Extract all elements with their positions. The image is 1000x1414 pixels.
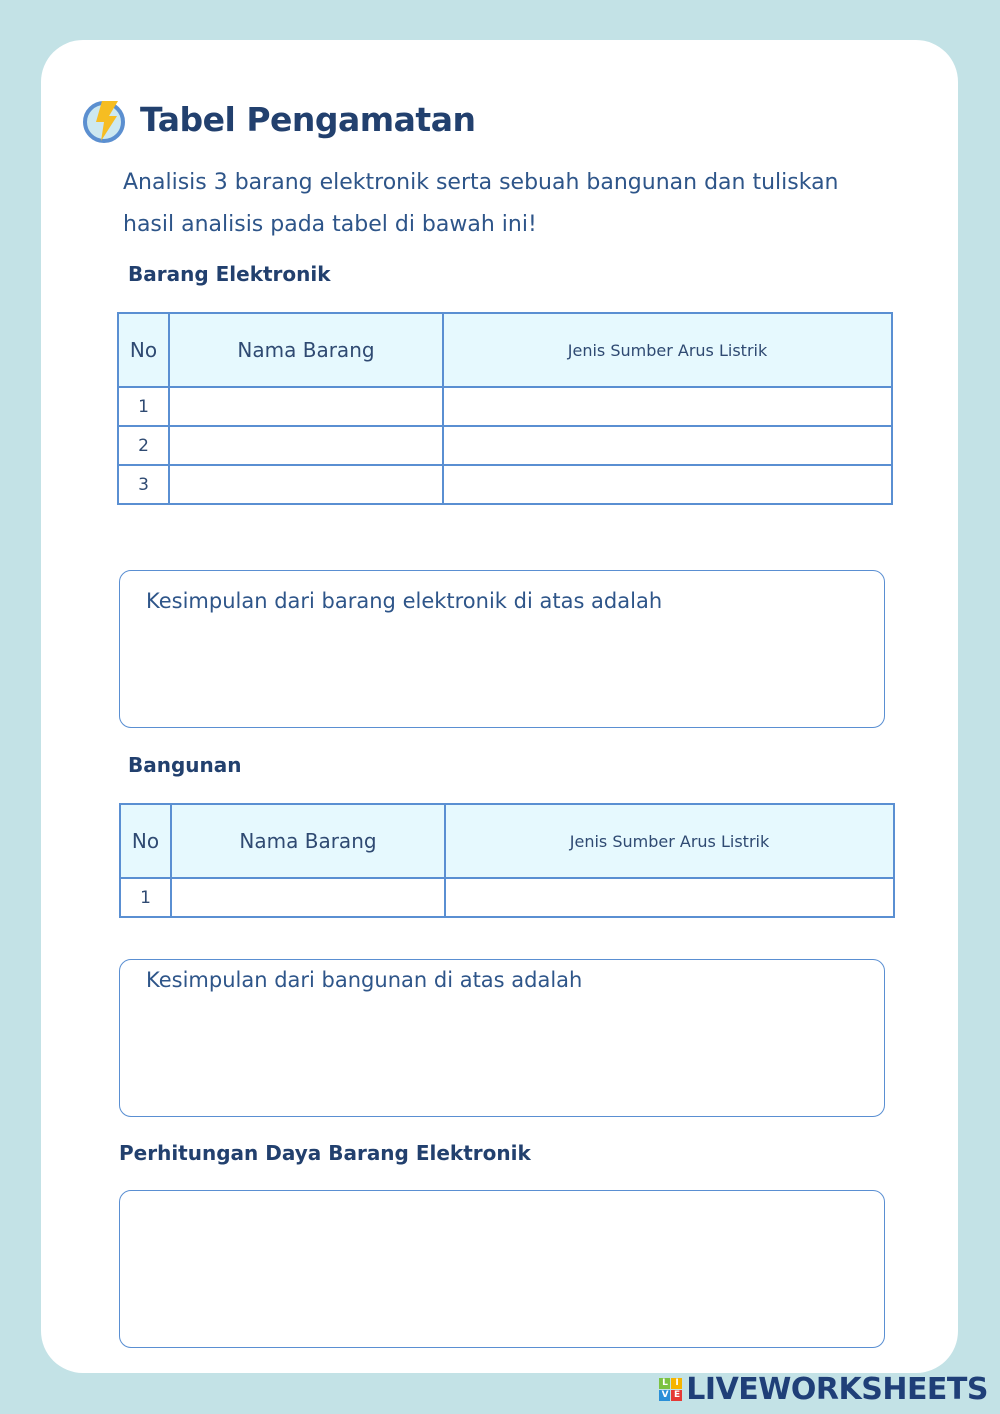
lightning-icon: [82, 99, 128, 145]
row-number: 1: [118, 387, 169, 426]
table-row: [120, 878, 894, 917]
power-calculation-box[interactable]: [119, 1190, 885, 1348]
brand-name: LIVEWORKSHEETS: [686, 1372, 988, 1407]
nama-barang-input[interactable]: [169, 465, 443, 504]
liveworksheets-logo: [659, 1372, 988, 1407]
table-row: [118, 465, 892, 504]
logo-badge-icon: L I V E: [659, 1378, 682, 1401]
section-heading-power: Perhitungan Daya Barang Elektronik: [119, 1141, 531, 1165]
header-no: No: [120, 804, 171, 878]
section-heading-electronics: Barang Elektronik: [128, 262, 331, 286]
jenis-sumber-input[interactable]: [443, 426, 892, 465]
row-number: 1: [120, 878, 171, 917]
nama-barang-input[interactable]: [171, 878, 445, 917]
building-table: [119, 803, 895, 918]
table-row: [118, 387, 892, 426]
nama-barang-input[interactable]: [169, 426, 443, 465]
nama-barang-input[interactable]: [169, 387, 443, 426]
table-row: [118, 426, 892, 465]
header-jenis-sumber: Jenis Sumber Arus Listrik: [443, 313, 892, 387]
jenis-sumber-input[interactable]: [443, 465, 892, 504]
header-nama-barang: Nama Barang: [171, 804, 445, 878]
building-conclusion-box[interactable]: [119, 959, 885, 1117]
electronics-conclusion-box[interactable]: [119, 570, 885, 728]
electronics-table: [117, 312, 893, 505]
section-heading-building: Bangunan: [128, 753, 242, 777]
instructions: Analisis 3 barang elektronik serta sebuah bangunan dan tuliskan hasil analisis pada tabel di bawah ini!: [123, 170, 839, 237]
header-jenis-sumber: Jenis Sumber Arus Listrik: [445, 804, 894, 878]
jenis-sumber-input[interactable]: [443, 387, 892, 426]
jenis-sumber-input[interactable]: [445, 878, 894, 917]
header-nama-barang: Nama Barang: [169, 313, 443, 387]
conclusion-prompt: Kesimpulan dari barang elektronik di atas adalah: [146, 589, 663, 613]
row-number: 2: [118, 426, 169, 465]
header-no: No: [118, 313, 169, 387]
conclusion-prompt: Kesimpulan dari bangunan di atas adalah: [146, 968, 583, 992]
page-title: Tabel Pengamatan: [140, 100, 476, 139]
row-number: 3: [118, 465, 169, 504]
